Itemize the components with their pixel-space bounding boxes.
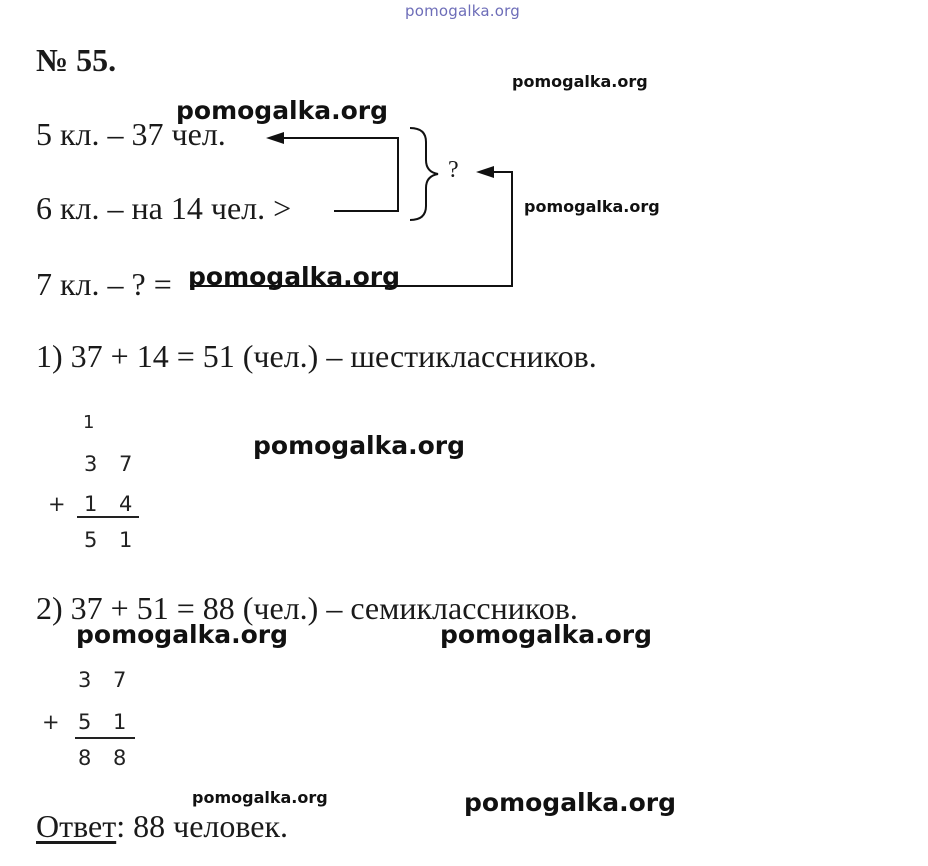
watermark: pomogalka.org: [176, 96, 389, 125]
question-mark: ?: [448, 157, 459, 183]
step-2-addend-tens: 5: [78, 710, 92, 734]
step-2-text: 2) 37 + 51 = 88 (чел.) – семиклассников.: [36, 590, 578, 626]
step-1-result-ones: 1: [119, 528, 133, 552]
step-1-plus: +: [48, 492, 66, 516]
step-1-addend-ones: 4: [119, 492, 133, 516]
condition-line-3: 7 кл. – ? =: [36, 266, 172, 302]
step-1-top-tens: 3: [84, 452, 98, 476]
answer: [36, 808, 288, 845]
step-1-addend-tens: 1: [84, 492, 98, 516]
condition-line-1: 5 кл. – 37 чел.: [36, 116, 226, 152]
step-1-top-ones: 7: [119, 452, 133, 476]
curly-brace: [410, 128, 438, 220]
step-2-top-tens: 3: [78, 668, 92, 692]
watermark: pomogalka.org: [440, 620, 653, 649]
watermark: pomogalka.org: [253, 431, 466, 460]
watermark: pomogalka.org: [192, 788, 328, 807]
step-2-result-ones: 8: [113, 746, 127, 770]
watermark: pomogalka.org: [188, 262, 401, 291]
watermark: pomogalka.org: [464, 788, 677, 817]
step-2-result-tens: 8: [78, 746, 92, 770]
step-2-addend-ones: 1: [113, 710, 127, 734]
watermark: pomogalka.org: [512, 72, 648, 91]
answer-label: Ответ: [36, 808, 117, 844]
comparison-arrow: [282, 138, 398, 211]
watermark: pomogalka.org: [76, 620, 289, 649]
watermark: pomogalka.org: [524, 197, 660, 216]
step-2-top-ones: 7: [113, 668, 127, 692]
condition-line-2: 6 кл. – на 14 чел. >: [36, 190, 292, 226]
step-1-text: 1) 37 + 14 = 51 (чел.) – шестиклассников.: [36, 338, 597, 374]
problem-number: № 55.: [36, 42, 117, 78]
step-2-plus: +: [42, 710, 60, 734]
arrow-head-left: [266, 132, 284, 144]
arrow-head-question: [476, 166, 494, 178]
step-1-result-tens: 5: [84, 528, 98, 552]
answer-value: : 88 человек.: [116, 808, 289, 844]
step-1-carry: 1: [83, 412, 95, 433]
watermark-top: pomogalka.org: [405, 2, 520, 20]
